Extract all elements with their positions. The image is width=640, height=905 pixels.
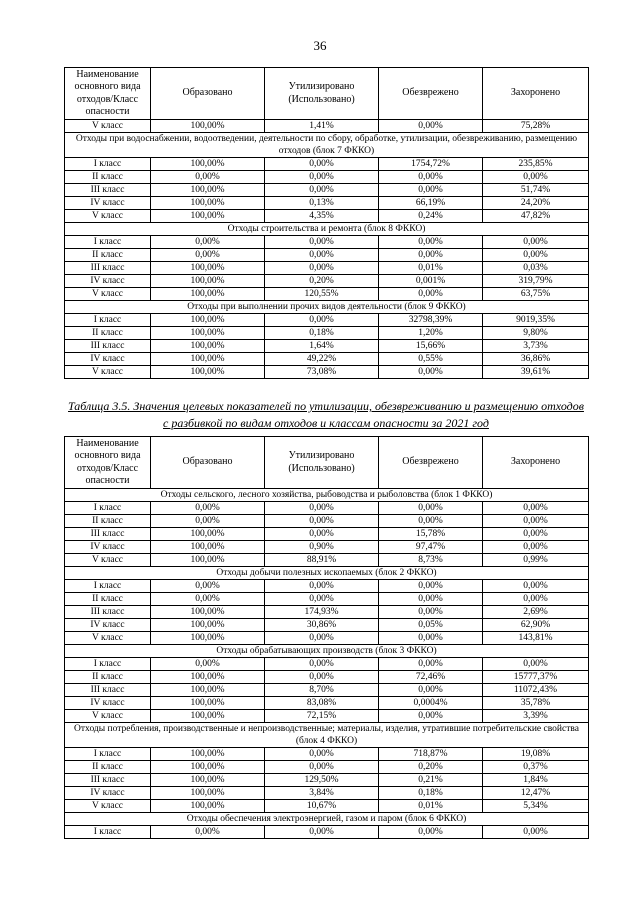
generated-cell: 100,00% xyxy=(151,684,265,697)
utilized-cell: 0,00% xyxy=(265,184,379,197)
neutralized-cell: 0,24% xyxy=(379,210,483,223)
neutralized-cell: 66,19% xyxy=(379,197,483,210)
waste-class-cell: IV класс xyxy=(65,197,151,210)
disposed-cell: 0,99% xyxy=(483,554,589,567)
neutralized-cell: 0,00% xyxy=(379,593,483,606)
waste-class-cell: V класс xyxy=(65,366,151,379)
neutralized-cell: 718,87% xyxy=(379,748,483,761)
utilized-cell: 83,08% xyxy=(265,697,379,710)
generated-cell: 100,00% xyxy=(151,120,265,133)
section-title: Отходы при выполнении прочих видов деятельности (блок 9 ФККО) xyxy=(65,301,589,314)
generated-cell: 0,00% xyxy=(151,593,265,606)
disposed-cell: 2,69% xyxy=(483,606,589,619)
table-caption: Таблица 3.5. Значения целевых показателей по утилизации, обезвреживанию и размещению отходов с разбивкой по видам отходов и классам опасности за 2021 год xyxy=(68,399,584,430)
generated-cell: 100,00% xyxy=(151,632,265,645)
waste-indicators-table-continued xyxy=(64,67,589,379)
section-title: Отходы добычи полезных ископаемых (блок 2 ФККО) xyxy=(65,567,589,580)
disposed-cell: 0,00% xyxy=(483,658,589,671)
waste-class-cell: IV класс xyxy=(65,697,151,710)
header-utilized: Утилизировано (Использовано) xyxy=(265,68,379,120)
waste-class-cell: I класс xyxy=(65,826,151,839)
waste-class-cell: I класс xyxy=(65,236,151,249)
table-row xyxy=(65,528,589,541)
utilized-cell: 0,00% xyxy=(265,761,379,774)
disposed-cell: 9019,35% xyxy=(483,314,589,327)
waste-class-cell: III класс xyxy=(65,684,151,697)
waste-class-cell: III класс xyxy=(65,528,151,541)
utilized-cell: 0,90% xyxy=(265,541,379,554)
generated-cell: 100,00% xyxy=(151,327,265,340)
generated-cell: 100,00% xyxy=(151,528,265,541)
waste-class-cell: I класс xyxy=(65,158,151,171)
header-generated: Образовано xyxy=(151,437,265,489)
table-row xyxy=(65,619,589,632)
table-row xyxy=(65,288,589,301)
section-title: Отходы обрабатывающих производств (блок 3 ФККО) xyxy=(65,645,589,658)
waste-class-cell: V класс xyxy=(65,288,151,301)
generated-cell: 100,00% xyxy=(151,619,265,632)
disposed-cell: 319,79% xyxy=(483,275,589,288)
generated-cell: 100,00% xyxy=(151,353,265,366)
section-header-row xyxy=(65,723,589,748)
utilized-cell: 174,93% xyxy=(265,606,379,619)
generated-cell: 100,00% xyxy=(151,288,265,301)
disposed-cell: 1,84% xyxy=(483,774,589,787)
generated-cell: 100,00% xyxy=(151,554,265,567)
utilized-cell: 0,20% xyxy=(265,275,379,288)
neutralized-cell: 0,01% xyxy=(379,800,483,813)
disposed-cell: 51,74% xyxy=(483,184,589,197)
neutralized-cell: 32798,39% xyxy=(379,314,483,327)
disposed-cell: 0,37% xyxy=(483,761,589,774)
disposed-cell: 36,86% xyxy=(483,353,589,366)
table-row xyxy=(65,541,589,554)
generated-cell: 100,00% xyxy=(151,210,265,223)
neutralized-cell: 0,20% xyxy=(379,761,483,774)
neutralized-cell: 0,18% xyxy=(379,787,483,800)
waste-class-cell: IV класс xyxy=(65,787,151,800)
disposed-cell: 0,00% xyxy=(483,171,589,184)
neutralized-cell: 0,00% xyxy=(379,658,483,671)
table-row xyxy=(65,800,589,813)
waste-class-cell: II класс xyxy=(65,327,151,340)
disposed-cell: 39,61% xyxy=(483,366,589,379)
generated-cell: 0,00% xyxy=(151,171,265,184)
waste-class-cell: I класс xyxy=(65,502,151,515)
utilized-cell: 0,00% xyxy=(265,528,379,541)
disposed-cell: 12,47% xyxy=(483,787,589,800)
waste-class-cell: IV класс xyxy=(65,541,151,554)
table-header-row xyxy=(65,437,589,489)
header-waste-type: Наименование основного вида отходов/Класс опасности xyxy=(65,68,151,120)
neutralized-cell: 0,00% xyxy=(379,288,483,301)
waste-class-cell: V класс xyxy=(65,710,151,723)
waste-class-cell: III класс xyxy=(65,606,151,619)
waste-indicators-table-2021 xyxy=(64,436,589,839)
neutralized-cell: 15,78% xyxy=(379,528,483,541)
generated-cell: 100,00% xyxy=(151,787,265,800)
utilized-cell: 0,18% xyxy=(265,327,379,340)
disposed-cell: 3,73% xyxy=(483,340,589,353)
table-row xyxy=(65,353,589,366)
table-row xyxy=(65,761,589,774)
neutralized-cell: 0,00% xyxy=(379,710,483,723)
disposed-cell: 143,81% xyxy=(483,632,589,645)
section-title: Отходы потребления, производственные и непроизводственные; материалы, изделия, утратившие потребительские свойства (блок 4 ФККО) xyxy=(65,723,589,748)
generated-cell: 0,00% xyxy=(151,249,265,262)
utilized-cell: 120,55% xyxy=(265,288,379,301)
section-title: Отходы при водоснабжении, водоотведении, деятельности по сбору, обработке, утилизации, обезвреживанию, размещению отходов (блок 7 ФККО) xyxy=(65,133,589,158)
disposed-cell: 62,90% xyxy=(483,619,589,632)
disposed-cell: 0,00% xyxy=(483,580,589,593)
neutralized-cell: 0,00% xyxy=(379,826,483,839)
generated-cell: 100,00% xyxy=(151,671,265,684)
disposed-cell: 0,00% xyxy=(483,236,589,249)
generated-cell: 100,00% xyxy=(151,275,265,288)
table-header-row xyxy=(65,68,589,120)
neutralized-cell: 0,00% xyxy=(379,502,483,515)
waste-class-cell: II класс xyxy=(65,171,151,184)
neutralized-cell: 0,00% xyxy=(379,171,483,184)
table-row xyxy=(65,340,589,353)
neutralized-cell: 1754,72% xyxy=(379,158,483,171)
utilized-cell: 1,64% xyxy=(265,340,379,353)
utilized-cell: 0,00% xyxy=(265,502,379,515)
neutralized-cell: 0,05% xyxy=(379,619,483,632)
utilized-cell: 0,00% xyxy=(265,580,379,593)
utilized-cell: 0,00% xyxy=(265,748,379,761)
disposed-cell: 75,28% xyxy=(483,120,589,133)
table-row xyxy=(65,748,589,761)
neutralized-cell: 8,73% xyxy=(379,554,483,567)
header-utilized: Утилизировано (Использовано) xyxy=(265,437,379,489)
neutralized-cell: 0,00% xyxy=(379,515,483,528)
neutralized-cell: 0,0004% xyxy=(379,697,483,710)
generated-cell: 100,00% xyxy=(151,800,265,813)
disposed-cell: 9,80% xyxy=(483,327,589,340)
neutralized-cell: 0,00% xyxy=(379,684,483,697)
neutralized-cell: 1,20% xyxy=(379,327,483,340)
table-row xyxy=(65,275,589,288)
utilized-cell: 0,00% xyxy=(265,249,379,262)
generated-cell: 100,00% xyxy=(151,184,265,197)
neutralized-cell: 0,55% xyxy=(379,353,483,366)
section-header-row xyxy=(65,813,589,826)
waste-class-cell: II класс xyxy=(65,249,151,262)
utilized-cell: 10,67% xyxy=(265,800,379,813)
utilized-cell: 0,00% xyxy=(265,593,379,606)
generated-cell: 0,00% xyxy=(151,580,265,593)
disposed-cell: 0,00% xyxy=(483,541,589,554)
section-title: Отходы строительства и ремонта (блок 8 ФККО) xyxy=(65,223,589,236)
disposed-cell: 0,00% xyxy=(483,528,589,541)
table-row xyxy=(65,787,589,800)
generated-cell: 100,00% xyxy=(151,774,265,787)
neutralized-cell: 15,66% xyxy=(379,340,483,353)
section-header-row xyxy=(65,301,589,314)
waste-class-cell: III класс xyxy=(65,262,151,275)
generated-cell: 0,00% xyxy=(151,515,265,528)
waste-class-cell: IV класс xyxy=(65,353,151,366)
table-row xyxy=(65,210,589,223)
generated-cell: 0,00% xyxy=(151,826,265,839)
generated-cell: 100,00% xyxy=(151,710,265,723)
table-row xyxy=(65,171,589,184)
generated-cell: 100,00% xyxy=(151,314,265,327)
neutralized-cell: 0,00% xyxy=(379,184,483,197)
section-header-row xyxy=(65,567,589,580)
utilized-cell: 3,84% xyxy=(265,787,379,800)
disposed-cell: 47,82% xyxy=(483,210,589,223)
disposed-cell: 0,00% xyxy=(483,502,589,515)
utilized-cell: 0,00% xyxy=(265,314,379,327)
waste-class-cell: V класс xyxy=(65,800,151,813)
neutralized-cell: 0,00% xyxy=(379,606,483,619)
section-title: Отходы обеспечения электроэнергией, газом и паром (блок 6 ФККО) xyxy=(65,813,589,826)
generated-cell: 100,00% xyxy=(151,761,265,774)
table-row xyxy=(65,262,589,275)
disposed-cell: 0,03% xyxy=(483,262,589,275)
table-row xyxy=(65,671,589,684)
disposed-cell: 0,00% xyxy=(483,249,589,262)
disposed-cell: 24,20% xyxy=(483,197,589,210)
utilized-cell: 129,50% xyxy=(265,774,379,787)
header-neutralized: Обезврежено xyxy=(379,437,483,489)
utilized-cell: 49,22% xyxy=(265,353,379,366)
waste-class-cell: II класс xyxy=(65,515,151,528)
disposed-cell: 15777,37% xyxy=(483,671,589,684)
table-row xyxy=(65,826,589,839)
section-header-row xyxy=(65,645,589,658)
waste-class-cell: V класс xyxy=(65,120,151,133)
generated-cell: 100,00% xyxy=(151,748,265,761)
table-row xyxy=(65,658,589,671)
disposed-cell: 19,08% xyxy=(483,748,589,761)
table-row xyxy=(65,366,589,379)
table-row xyxy=(65,120,589,133)
generated-cell: 100,00% xyxy=(151,262,265,275)
neutralized-cell: 0,00% xyxy=(379,366,483,379)
waste-class-cell: III класс xyxy=(65,340,151,353)
table-row xyxy=(65,249,589,262)
header-disposed: Захоронено xyxy=(483,437,589,489)
header-disposed: Захоронено xyxy=(483,68,589,120)
generated-cell: 100,00% xyxy=(151,541,265,554)
generated-cell: 100,00% xyxy=(151,697,265,710)
waste-class-cell: IV класс xyxy=(65,619,151,632)
section-header-row xyxy=(65,489,589,502)
utilized-cell: 0,00% xyxy=(265,826,379,839)
section-header-row xyxy=(65,133,589,158)
disposed-cell: 235,85% xyxy=(483,158,589,171)
generated-cell: 0,00% xyxy=(151,236,265,249)
utilized-cell: 0,00% xyxy=(265,236,379,249)
header-generated: Образовано xyxy=(151,68,265,120)
disposed-cell: 11072,43% xyxy=(483,684,589,697)
waste-class-cell: II класс xyxy=(65,593,151,606)
table-row xyxy=(65,314,589,327)
table-row xyxy=(65,184,589,197)
utilized-cell: 0,00% xyxy=(265,158,379,171)
generated-cell: 0,00% xyxy=(151,658,265,671)
neutralized-cell: 0,00% xyxy=(379,249,483,262)
neutralized-cell: 0,00% xyxy=(379,632,483,645)
waste-class-cell: I класс xyxy=(65,658,151,671)
disposed-cell: 35,78% xyxy=(483,697,589,710)
table-row xyxy=(65,515,589,528)
table-row xyxy=(65,774,589,787)
header-waste-type: Наименование основного вида отходов/Класс опасности xyxy=(65,437,151,489)
waste-class-cell: III класс xyxy=(65,774,151,787)
table-row xyxy=(65,158,589,171)
neutralized-cell: 97,47% xyxy=(379,541,483,554)
utilized-cell: 0,13% xyxy=(265,197,379,210)
disposed-cell: 63,75% xyxy=(483,288,589,301)
disposed-cell: 0,00% xyxy=(483,593,589,606)
section-header-row xyxy=(65,223,589,236)
generated-cell: 0,00% xyxy=(151,502,265,515)
table-row xyxy=(65,684,589,697)
table-row xyxy=(65,697,589,710)
disposed-cell: 3,39% xyxy=(483,710,589,723)
neutralized-cell: 0,01% xyxy=(379,262,483,275)
waste-class-cell: II класс xyxy=(65,671,151,684)
neutralized-cell: 0,00% xyxy=(379,580,483,593)
utilized-cell: 72,15% xyxy=(265,710,379,723)
waste-class-cell: V класс xyxy=(65,554,151,567)
waste-class-cell: II класс xyxy=(65,761,151,774)
neutralized-cell: 0,00% xyxy=(379,120,483,133)
table-row xyxy=(65,554,589,567)
waste-class-cell: I класс xyxy=(65,580,151,593)
disposed-cell: 0,00% xyxy=(483,826,589,839)
generated-cell: 100,00% xyxy=(151,366,265,379)
waste-class-cell: V класс xyxy=(65,210,151,223)
neutralized-cell: 72,46% xyxy=(379,671,483,684)
generated-cell: 100,00% xyxy=(151,197,265,210)
utilized-cell: 73,08% xyxy=(265,366,379,379)
disposed-cell: 5,34% xyxy=(483,800,589,813)
table-row xyxy=(65,593,589,606)
table-row xyxy=(65,710,589,723)
utilized-cell: 8,70% xyxy=(265,684,379,697)
table-row xyxy=(65,502,589,515)
disposed-cell: 0,00% xyxy=(483,515,589,528)
utilized-cell: 0,00% xyxy=(265,658,379,671)
utilized-cell: 0,00% xyxy=(265,262,379,275)
neutralized-cell: 0,001% xyxy=(379,275,483,288)
table-row xyxy=(65,580,589,593)
utilized-cell: 88,91% xyxy=(265,554,379,567)
waste-class-cell: V класс xyxy=(65,632,151,645)
generated-cell: 100,00% xyxy=(151,340,265,353)
page-number: 36 xyxy=(313,38,327,53)
utilized-cell: 30,86% xyxy=(265,619,379,632)
table-row xyxy=(65,632,589,645)
table-row xyxy=(65,327,589,340)
generated-cell: 100,00% xyxy=(151,158,265,171)
utilized-cell: 1,41% xyxy=(265,120,379,133)
utilized-cell: 0,00% xyxy=(265,171,379,184)
utilized-cell: 0,00% xyxy=(265,632,379,645)
table-row xyxy=(65,236,589,249)
utilized-cell: 0,00% xyxy=(265,671,379,684)
table-row xyxy=(65,197,589,210)
header-neutralized: Обезврежено xyxy=(379,68,483,120)
generated-cell: 100,00% xyxy=(151,606,265,619)
waste-class-cell: III класс xyxy=(65,184,151,197)
waste-class-cell: I класс xyxy=(65,748,151,761)
waste-class-cell: I класс xyxy=(65,314,151,327)
section-title: Отходы сельского, лесного хозяйства, рыбоводства и рыболовства (блок 1 ФККО) xyxy=(65,489,589,502)
table-row xyxy=(65,606,589,619)
utilized-cell: 4,35% xyxy=(265,210,379,223)
utilized-cell: 0,00% xyxy=(265,515,379,528)
neutralized-cell: 0,00% xyxy=(379,236,483,249)
neutralized-cell: 0,21% xyxy=(379,774,483,787)
waste-class-cell: IV класс xyxy=(65,275,151,288)
